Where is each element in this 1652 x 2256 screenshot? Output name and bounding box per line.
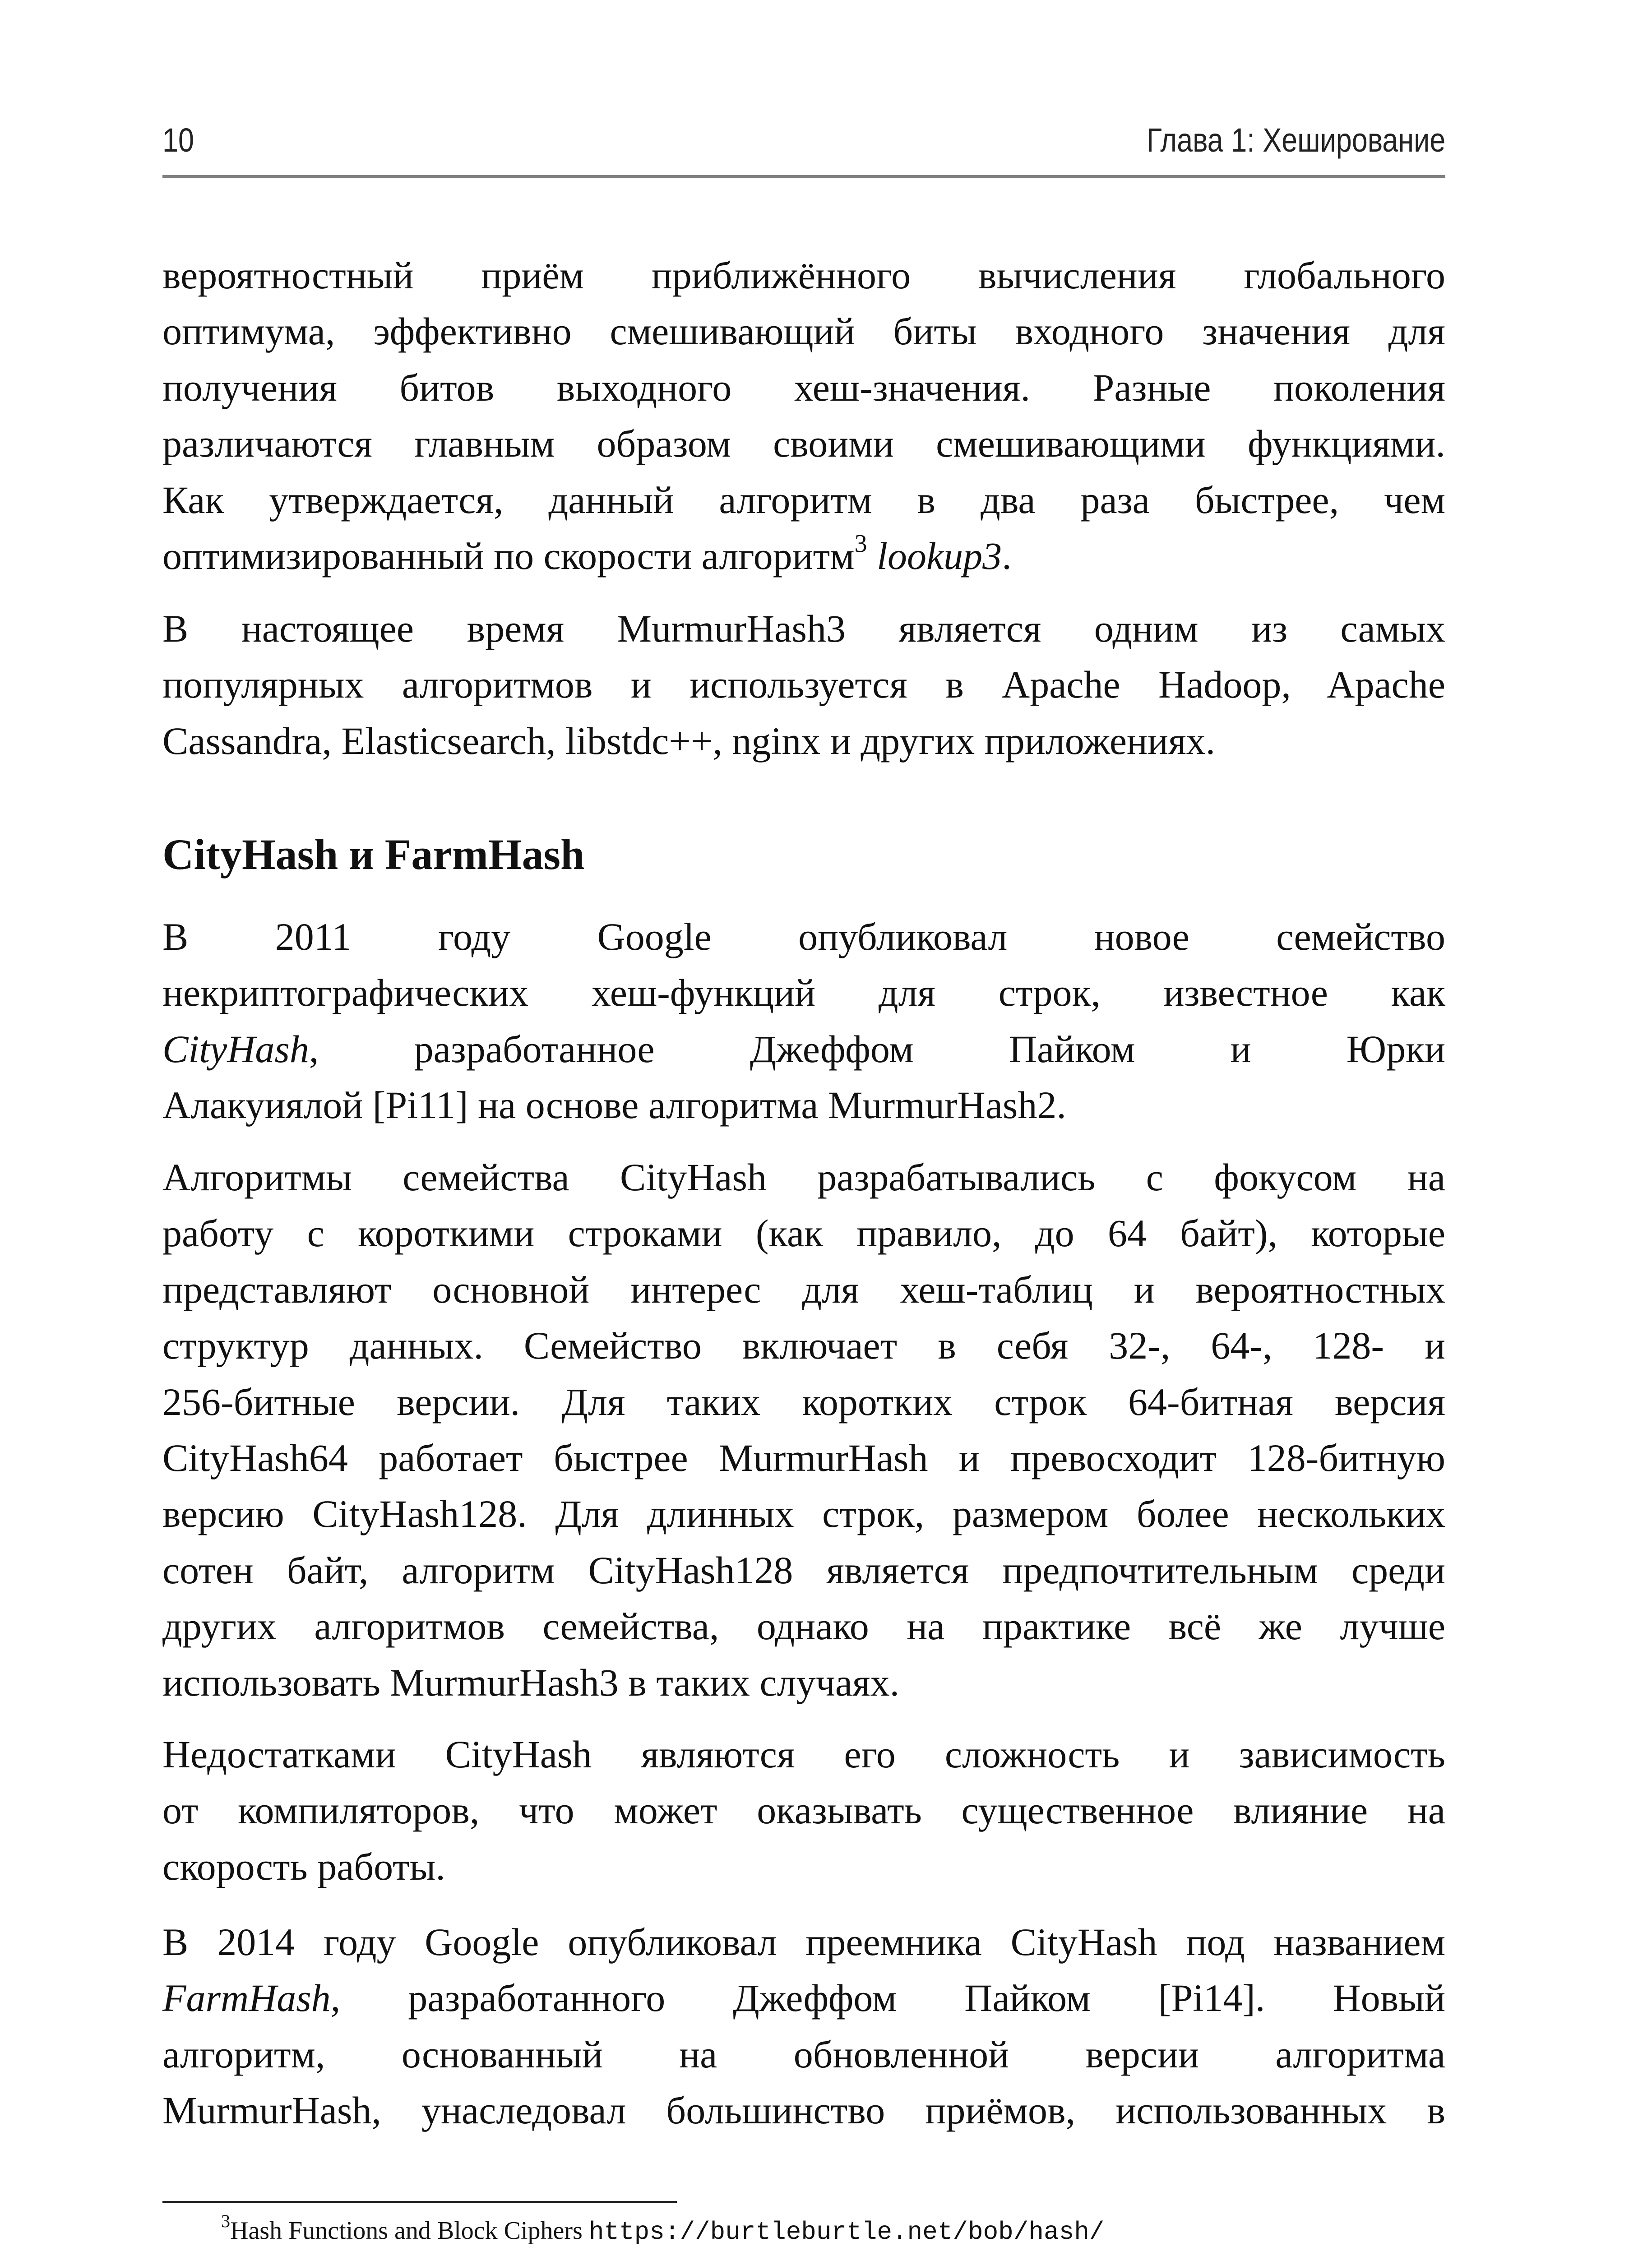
text-segment: CityHash64 работает быстрее MurmurHash и превосходит 128-битную — [162, 1436, 1445, 1479]
text-line — [162, 656, 1445, 712]
footnote-text: Hash Functions and Block Ciphers — [230, 2217, 589, 2245]
text-segment: получения битов выходного хеш-значения. Разные поколения — [162, 365, 1445, 409]
text-line — [162, 601, 1445, 656]
text-segment: В 2011 году Google опубликовал новое семейство — [162, 915, 1445, 958]
footnote-rule — [162, 2201, 677, 2203]
text-line — [162, 360, 1445, 416]
text-segment: популярных алгоритмов и используется в Apache Hadoop, Apache — [162, 663, 1445, 707]
text-line — [162, 1205, 1445, 1261]
paragraph — [162, 1914, 1445, 2139]
footnote-mark: 3 — [221, 2211, 230, 2231]
text-line — [162, 1542, 1445, 1598]
text-segment: представляют основной интерес для хеш-таблиц и вероятностных — [162, 1267, 1445, 1311]
text-line — [162, 1726, 1445, 1782]
text-segment: от компиляторов, что может оказывать существенное влияние на — [162, 1789, 1445, 1832]
text-segment: структур данных. Семейство включает в себя 32-, 64-, 128- и — [162, 1324, 1445, 1368]
text-segment: использовать MurmurHash3 в таких случаях. — [162, 1660, 900, 1704]
paragraph — [162, 247, 1445, 584]
text-segment: Недостатками CityHash являются его сложность и зависимость — [162, 1733, 1445, 1776]
text-segment: работу с короткими строками (как правило, до 64 байт), которые — [162, 1211, 1445, 1255]
text-segment: Алгоритмы семейства CityHash разрабатывались с фокусом на — [162, 1156, 1445, 1199]
text-segment — [867, 534, 877, 578]
text-segment: В настоящее время MurmurHash3 является одним из самых — [162, 607, 1445, 650]
text-segment: сотен байт, алгоритм CityHash128 является предпочтительным среди — [162, 1548, 1445, 1592]
section-heading: CityHash и FarmHash — [162, 830, 585, 878]
text-segment: различаются главным образом своими смешивающими функциями. — [162, 422, 1445, 466]
text-segment: . — [1002, 534, 1012, 578]
footnote-link[interactable]: https://burtleburtle.net/bob/hash/ — [588, 2218, 1105, 2247]
text-line — [162, 965, 1445, 1021]
footnote — [221, 2211, 1105, 2247]
text-line — [162, 1077, 1445, 1133]
text-line — [162, 1914, 1445, 1970]
paragraph — [162, 909, 1445, 1133]
text-line — [162, 1262, 1445, 1318]
text-segment: алгоритм, основанный на обновленной версии алгоритма — [162, 2032, 1445, 2076]
text-segment: версию CityHash128. Для длинных строк, размером более нескольких — [162, 1492, 1445, 1536]
text-line — [162, 2026, 1445, 2082]
text-segment: скорость работы. — [162, 1845, 445, 1888]
text-segment: , разработанного Джеффом Пайком [Pi14]. Новый — [330, 1976, 1445, 2020]
italic-term: lookup3 — [877, 534, 1002, 578]
text-segment: некриптографических хеш-функций для строк, известное как — [162, 971, 1445, 1015]
italic-term: CityHash — [162, 1027, 309, 1071]
text-line — [162, 472, 1445, 528]
text-line — [162, 713, 1445, 769]
text-line — [162, 1021, 1445, 1077]
text-line — [162, 416, 1445, 472]
text-line — [162, 303, 1445, 359]
italic-term: FarmHash — [162, 1976, 331, 2020]
text-line — [162, 528, 1445, 584]
text-line — [162, 1970, 1445, 2026]
text-segment: Как утверждается, данный алгоритм в два раза быстрее, чем — [162, 478, 1445, 522]
text-segment: Cassandra, Elasticsearch, libstdc++, nginx и других приложениях. — [162, 719, 1216, 763]
text-line — [162, 247, 1445, 303]
text-segment: 256-битные версии. Для таких коротких строк 64-битная версия — [162, 1380, 1445, 1424]
text-line — [162, 1374, 1445, 1430]
footnote-ref[interactable]: 3 — [854, 529, 867, 558]
text-line — [162, 1655, 1445, 1710]
text-line — [162, 1486, 1445, 1542]
text-segment: Алакуиялой [Pi11] на основе алгоритма MurmurHash2. — [162, 1083, 1066, 1127]
text-segment: , разработанное Джеффом Пайком и Юрки — [309, 1027, 1445, 1071]
text-line — [162, 909, 1445, 965]
header-rule — [162, 175, 1445, 178]
text-segment: оптимизированный по скорости алгоритм — [162, 534, 855, 578]
text-line — [162, 1318, 1445, 1373]
page-number: 10 — [162, 121, 194, 159]
text-line — [162, 1149, 1445, 1205]
text-segment: В 2014 году Google опубликовал преемника CityHash под названием — [162, 1920, 1445, 1964]
text-segment: оптимума, эффективно смешивающий биты входного значения для — [162, 310, 1445, 353]
text-segment: вероятностный приём приближённого вычисления глобального — [162, 254, 1445, 297]
text-segment: MurmurHash, унаследовал большинство приёмов, использованных в — [162, 2089, 1445, 2132]
running-header-chapter: Глава 1: Хеширование — [1146, 121, 1445, 159]
paragraph — [162, 601, 1445, 769]
text-segment: других алгоритмов семейства, однако на практике всё же лучше — [162, 1604, 1445, 1648]
text-line — [162, 1598, 1445, 1654]
text-line — [162, 1430, 1445, 1486]
text-line — [162, 1782, 1445, 1838]
paragraph — [162, 1149, 1445, 1710]
text-line — [162, 1839, 1445, 1895]
text-line — [162, 2082, 1445, 2138]
paragraph — [162, 1726, 1445, 1895]
